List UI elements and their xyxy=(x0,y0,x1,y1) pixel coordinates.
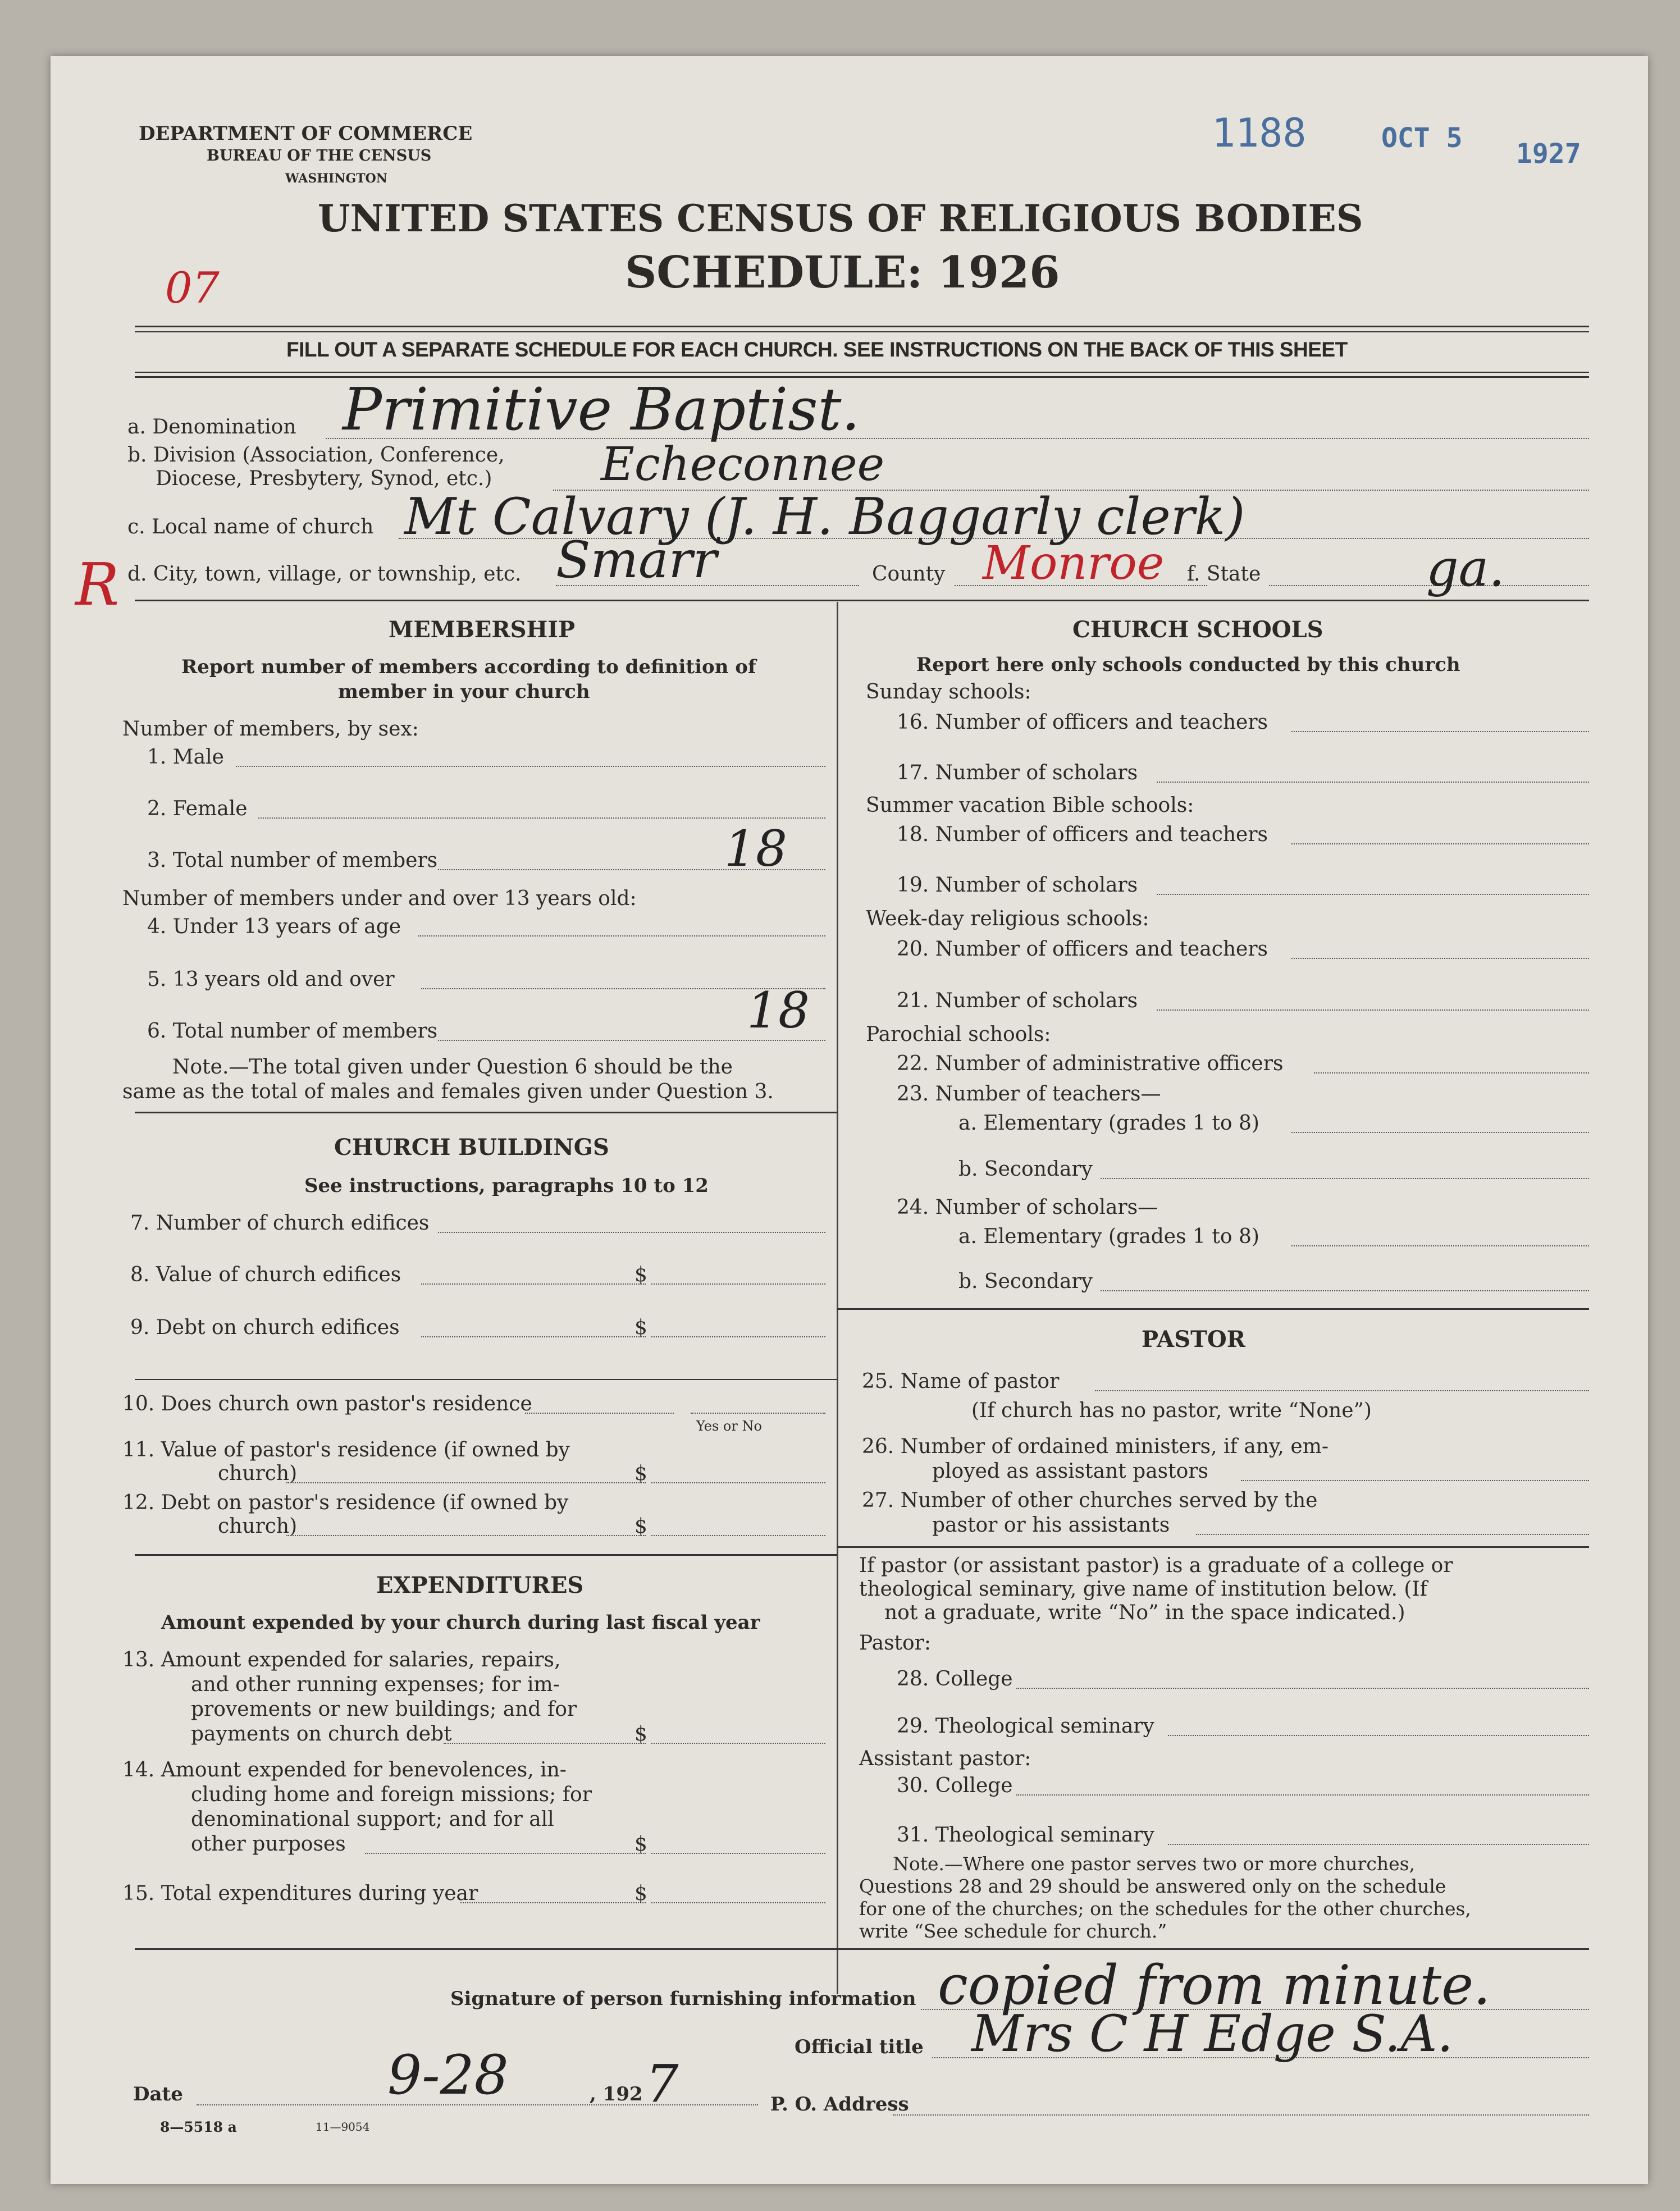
state-value[interactable]: ga. xyxy=(1426,539,1505,598)
division-label-2: Diocese, Presbytery, Synod, etc.) xyxy=(156,467,492,490)
division-value[interactable]: Echeconnee xyxy=(601,438,885,491)
buildings-title: CHURCH BUILDINGS xyxy=(334,1134,609,1161)
q4-under13-label: 4. Under 13 years of age xyxy=(147,915,401,938)
q9-value-line[interactable] xyxy=(651,1336,825,1337)
q24a-label: a. Elementary (grades 1 to 8) xyxy=(958,1225,1259,1248)
q20-label: 20. Number of officers and teachers xyxy=(897,938,1268,961)
q14-label-1: 14. Amount expended for benevolences, in- xyxy=(122,1758,567,1781)
graduate-note-2: theological seminary, give name of institution below. (If xyxy=(859,1578,1427,1601)
q8-value-line[interactable] xyxy=(651,1283,825,1285)
q21-line[interactable] xyxy=(1157,1009,1589,1011)
members-by-sex-label: Number of members, by sex: xyxy=(122,718,419,741)
membership-sub-2: member in your church xyxy=(338,680,590,703)
form-title: UNITED STATES CENSUS OF RELIGIOUS BODIES xyxy=(318,197,1363,240)
q14-label-3: denominational support; and for all xyxy=(191,1808,554,1831)
buildings-rule-mid xyxy=(135,1379,837,1380)
q23b-line[interactable] xyxy=(1101,1178,1589,1179)
identity-rule xyxy=(135,600,1589,601)
pastor-note-1: Note.—Where one pastor serves two or more churches, xyxy=(893,1853,1416,1875)
q3-total-label: 3. Total number of members xyxy=(147,849,438,872)
q6-line xyxy=(438,1040,825,1041)
q12-line xyxy=(286,1535,646,1536)
q28-label: 28. College xyxy=(897,1668,1013,1691)
q25-line[interactable] xyxy=(1095,1390,1589,1391)
q11-label-2: church) xyxy=(218,1462,298,1485)
county-label: County xyxy=(872,563,946,586)
print-number: 11—9054 xyxy=(316,2120,370,2134)
q11-value-line[interactable] xyxy=(651,1482,825,1483)
po-address-label: P. O. Address xyxy=(770,2093,909,2116)
q9-line xyxy=(421,1336,646,1337)
membership-sub-1: Report number of members according to definition of xyxy=(181,656,756,678)
q10-label: 10. Does church own pastor's residence xyxy=(122,1392,532,1415)
signature-value[interactable]: copied from minute. xyxy=(938,1954,1491,2017)
q29-line[interactable] xyxy=(1168,1735,1589,1736)
q14-value-line[interactable] xyxy=(651,1853,825,1854)
q11-dollar: $ xyxy=(634,1462,647,1485)
local-name-value[interactable]: Mt Calvary (J. H. Baggarly clerk) xyxy=(404,487,1245,546)
red-mark-top: 07 xyxy=(165,263,220,313)
q16-line[interactable] xyxy=(1291,731,1589,732)
header-rule-top xyxy=(135,326,1589,327)
date-value[interactable]: 9-28 xyxy=(387,2044,509,2107)
date-label: Date xyxy=(133,2083,183,2105)
q31-line[interactable] xyxy=(1168,1844,1589,1845)
membership-title: MEMBERSHIP xyxy=(389,616,576,643)
county-value[interactable]: Monroe xyxy=(983,537,1165,590)
q3-value[interactable]: 18 xyxy=(724,820,787,878)
stamp-number: 1188 xyxy=(1212,110,1307,156)
division-label: b. Division (Association, Conference, xyxy=(127,444,505,467)
q12-label-2: church) xyxy=(218,1515,298,1538)
signature-label: Signature of person furnishing information xyxy=(450,1988,916,2010)
po-address-line[interactable] xyxy=(893,2114,1589,2116)
q7-line xyxy=(438,1232,825,1233)
graduate-note-1: If pastor (or assistant pastor) is a graduate of a college or xyxy=(859,1554,1453,1577)
schools-rule xyxy=(837,1308,1589,1310)
membership-rule xyxy=(135,1112,837,1113)
q14-label-4: other purposes xyxy=(191,1833,346,1856)
local-name-label: c. Local name of church xyxy=(127,515,374,538)
column-divider xyxy=(837,602,838,1994)
q23a-label: a. Elementary (grades 1 to 8) xyxy=(958,1112,1259,1135)
q10-value-line[interactable] xyxy=(691,1413,825,1414)
q14-label-2: cluding home and foreign missions; for xyxy=(191,1783,592,1806)
q24b-label: b. Secondary xyxy=(958,1270,1093,1293)
pastor-note-2: Questions 28 and 29 should be answered only on the schedule xyxy=(859,1875,1446,1897)
stamp-date: OCT 5 xyxy=(1381,122,1463,154)
q11-line xyxy=(286,1482,646,1483)
q22-label: 22. Number of administrative officers xyxy=(897,1052,1284,1075)
q24a-line[interactable] xyxy=(1291,1245,1589,1246)
q27-label-2: pastor or his assistants xyxy=(932,1514,1170,1537)
q29-label: 29. Theological seminary xyxy=(897,1715,1154,1738)
q19-line[interactable] xyxy=(1157,894,1589,895)
buildings-rule xyxy=(135,1554,837,1556)
q1-line xyxy=(236,766,825,767)
q20-line[interactable] xyxy=(1291,958,1589,959)
members-by-age-label: Number of members under and over 13 years old: xyxy=(122,887,637,910)
weekday-schools-label: Week-day religious schools: xyxy=(866,907,1149,930)
pastor-title: PASTOR xyxy=(1142,1326,1245,1353)
q13-value-line[interactable] xyxy=(651,1743,825,1744)
q15-value-line[interactable] xyxy=(651,1902,825,1903)
q26-label-1: 26. Number of ordained ministers, if any, em- xyxy=(862,1435,1329,1458)
q26-line[interactable] xyxy=(1241,1480,1589,1481)
department-label: DEPARTMENT OF COMMERCE xyxy=(139,122,473,145)
official-title-label: Official title xyxy=(795,2036,924,2058)
red-mark-side: R xyxy=(75,550,120,619)
year-digit[interactable]: 7 xyxy=(646,2054,679,2114)
header-rule-bottom xyxy=(135,372,1589,373)
q7-label: 7. Number of church edifices xyxy=(130,1212,430,1235)
schools-sub: Report here only schools conducted by this church xyxy=(916,654,1460,676)
q25-note: (If church has no pastor, write “None”) xyxy=(971,1399,1372,1422)
header-rule-top-2 xyxy=(135,331,1589,332)
buildings-sub: See instructions, paragraphs 10 to 12 xyxy=(304,1175,709,1197)
q11-label-1: 11. Value of pastor's residence (if owned by xyxy=(122,1438,570,1461)
q23b-label: b. Secondary xyxy=(958,1158,1093,1181)
q13-label-1: 13. Amount expended for salaries, repairs, xyxy=(122,1648,561,1671)
year-prefix: , 192 xyxy=(590,2083,643,2105)
q26-label-2: ployed as assistant pastors xyxy=(932,1460,1208,1483)
pastor-rule xyxy=(837,1546,1589,1548)
q15-line xyxy=(460,1902,646,1903)
pastor-note-3: for one of the churches; on the schedules for the other churches, xyxy=(859,1898,1471,1920)
q12-label-1: 12. Debt on pastor's residence (if owned by xyxy=(122,1491,569,1514)
q15-label: 15. Total expenditures during year xyxy=(122,1882,478,1905)
bureau-label: BUREAU OF THE CENSUS xyxy=(207,147,432,165)
state-label: f. State xyxy=(1187,563,1261,586)
q10-line xyxy=(525,1413,674,1414)
city-value[interactable]: Smarr xyxy=(556,531,717,590)
q30-label: 30. College xyxy=(897,1774,1013,1797)
q23-label: 23. Number of teachers— xyxy=(897,1082,1161,1106)
q22-line[interactable] xyxy=(1314,1072,1589,1073)
schools-title: CHURCH SCHOOLS xyxy=(1072,616,1323,643)
q9-dollar: $ xyxy=(634,1316,647,1339)
q14-dollar: $ xyxy=(634,1833,647,1856)
q27-label-1: 27. Number of other churches served by the xyxy=(862,1489,1318,1512)
q6-total-label: 6. Total number of members xyxy=(147,1020,438,1043)
q17-label: 17. Number of scholars xyxy=(897,761,1138,784)
q25-label: 25. Name of pastor xyxy=(862,1370,1060,1393)
q17-line[interactable] xyxy=(1157,782,1589,783)
q13-label-4: payments on church debt xyxy=(191,1723,452,1746)
q5-over13-label: 5. 13 years old and over xyxy=(147,968,395,991)
q31-label: 31. Theological seminary xyxy=(897,1824,1154,1847)
q2-female-label: 2. Female xyxy=(147,797,248,820)
q24b-line[interactable] xyxy=(1101,1290,1589,1291)
denomination-value[interactable]: Primitive Baptist. xyxy=(343,375,860,444)
q12-value-line[interactable] xyxy=(651,1535,825,1536)
q12-dollar: $ xyxy=(634,1515,647,1538)
q4-line xyxy=(418,935,825,937)
q19-label: 19. Number of scholars xyxy=(897,874,1138,897)
city-label: WASHINGTON xyxy=(285,171,387,186)
stamp-year: 1927 xyxy=(1516,138,1581,170)
q13-label-3: provements or new buildings; and for xyxy=(191,1698,577,1721)
q2-line xyxy=(258,817,825,819)
official-title-value[interactable]: Mrs C H Edge S.A. xyxy=(971,2004,1453,2063)
q16-label: 16. Number of officers and teachers xyxy=(897,711,1268,734)
q23a-line[interactable] xyxy=(1291,1132,1589,1133)
expenditures-title: EXPENDITURES xyxy=(376,1572,584,1598)
summer-schools-label: Summer vacation Bible schools: xyxy=(866,794,1194,817)
q18-line[interactable] xyxy=(1291,843,1589,844)
pastor-sublabel: Pastor: xyxy=(859,1632,932,1655)
parochial-schools-label: Parochial schools: xyxy=(866,1023,1051,1046)
q13-label-2: and other running expenses; for im- xyxy=(191,1673,560,1696)
form-number: 8—5518 a xyxy=(160,2119,237,2135)
denomination-label: a. Denomination xyxy=(127,415,296,438)
q30-line[interactable] xyxy=(1016,1794,1589,1796)
assistant-pastor-sublabel: Assistant pastor: xyxy=(859,1747,1031,1770)
city-label: d. City, town, village, or township, etc. xyxy=(127,563,522,586)
body-rule-bottom xyxy=(135,1948,1589,1950)
q13-dollar: $ xyxy=(634,1723,647,1746)
q27-line[interactable] xyxy=(1196,1534,1589,1535)
q24-label: 24. Number of scholars— xyxy=(897,1196,1158,1219)
q18-label: 18. Number of officers and teachers xyxy=(897,823,1268,846)
q6-value[interactable]: 18 xyxy=(747,981,810,1039)
q9-label: 9. Debt on church edifices xyxy=(130,1316,400,1339)
q8-line xyxy=(421,1283,646,1285)
census-form-sheet xyxy=(51,56,1648,2184)
q8-dollar: $ xyxy=(634,1263,647,1286)
pastor-note-4: write “See schedule for church.” xyxy=(859,1920,1167,1942)
q1-male-label: 1. Male xyxy=(147,746,224,769)
sunday-schools-label: Sunday schools: xyxy=(866,680,1031,704)
q13-line xyxy=(444,1743,646,1744)
schedule-title: SCHEDULE: 1926 xyxy=(625,247,1060,298)
q21-label: 21. Number of scholars xyxy=(897,989,1138,1012)
q15-dollar: $ xyxy=(634,1882,647,1905)
q28-line[interactable] xyxy=(1016,1688,1589,1689)
yes-no-hint: Yes or No xyxy=(696,1418,762,1434)
membership-note-1: Note.—The total given under Question 6 should be the xyxy=(172,1056,733,1079)
membership-note-2: same as the total of males and females given under Question 3. xyxy=(122,1080,774,1103)
q14-line xyxy=(365,1853,646,1854)
expenditures-sub: Amount expended by your church during last fiscal year xyxy=(161,1611,760,1634)
graduate-note-3: not a graduate, write “No” in the space indicated.) xyxy=(884,1601,1405,1624)
instruction-line: FILL OUT A SEPARATE SCHEDULE FOR EACH CHURCH. SEE INSTRUCTIONS ON THE BACK OF THIS SHEET xyxy=(286,338,1348,361)
q8-label: 8. Value of church edifices xyxy=(130,1263,401,1286)
